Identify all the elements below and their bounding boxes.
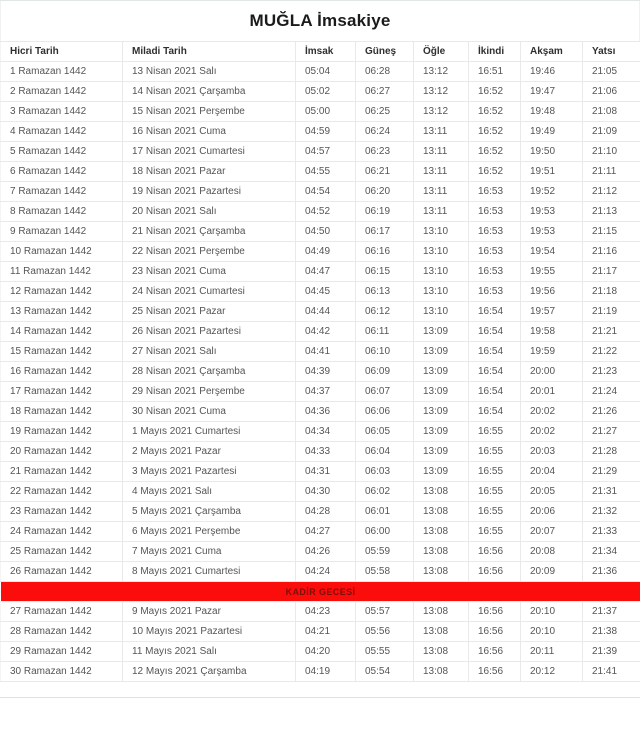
table-cell: 18 Ramazan 1442: [1, 402, 123, 422]
table-cell: 20:05: [521, 482, 583, 502]
table-cell: 3 Ramazan 1442: [1, 102, 123, 122]
column-header-5: Öğle: [414, 42, 469, 62]
table-cell: 21:27: [583, 422, 640, 442]
table-cell: 16:51: [469, 62, 521, 82]
table-cell: 21:05: [583, 62, 640, 82]
table-cell: 25 Nisan 2021 Pazar: [123, 302, 296, 322]
table-cell: 13:09: [414, 422, 469, 442]
table-cell: 04:52: [296, 202, 356, 222]
table-row: [1, 82, 640, 102]
table-row: [1, 142, 640, 162]
table-cell: 06:28: [356, 62, 414, 82]
table-cell: 21:33: [583, 522, 640, 542]
table-cell: 5 Ramazan 1442: [1, 142, 123, 162]
table-row: [1, 442, 640, 462]
table-cell: 04:23: [296, 602, 356, 622]
table-cell: 16:54: [469, 322, 521, 342]
table-cell: 21:34: [583, 542, 640, 562]
table-cell: 05:59: [356, 542, 414, 562]
table-cell: 06:25: [356, 102, 414, 122]
table-cell: 06:00: [356, 522, 414, 542]
table-cell: 10 Mayıs 2021 Pazartesi: [123, 622, 296, 642]
table-row: [1, 182, 640, 202]
table-cell: 21:19: [583, 302, 640, 322]
table-cell: 16:52: [469, 102, 521, 122]
table-cell: 06:02: [356, 482, 414, 502]
table-cell: 21:06: [583, 82, 640, 102]
table-cell: 20:00: [521, 362, 583, 382]
table-cell: 20:11: [521, 642, 583, 662]
table-cell: 04:54: [296, 182, 356, 202]
table-cell: 05:54: [356, 662, 414, 682]
table-cell: 16:54: [469, 362, 521, 382]
kadir-gecesi-banner-row: [1, 582, 640, 602]
table-cell: 30 Ramazan 1442: [1, 662, 123, 682]
table-row: [1, 522, 640, 542]
table-cell: 06:04: [356, 442, 414, 462]
table-cell: 19:53: [521, 202, 583, 222]
table-row: [1, 482, 640, 502]
table-cell: 21:32: [583, 502, 640, 522]
table-cell: 13:11: [414, 142, 469, 162]
table-cell: 13:08: [414, 562, 469, 582]
table-cell: 06:15: [356, 262, 414, 282]
kadir-gecesi-banner-label: KADİR GECESİ: [1, 582, 640, 602]
table-row: [1, 302, 640, 322]
table-cell: 06:16: [356, 242, 414, 262]
table-cell: 13:08: [414, 482, 469, 502]
table-cell: 7 Mayıs 2021 Cuma: [123, 542, 296, 562]
table-cell: 19 Ramazan 1442: [1, 422, 123, 442]
table-cell: 21:28: [583, 442, 640, 462]
table-cell: 20:06: [521, 502, 583, 522]
table-cell: 06:19: [356, 202, 414, 222]
table-cell: 16 Nisan 2021 Cuma: [123, 122, 296, 142]
table-cell: 04:39: [296, 362, 356, 382]
table-row: [1, 382, 640, 402]
table-cell: 16:52: [469, 162, 521, 182]
table-cell: 7 Ramazan 1442: [1, 182, 123, 202]
table-cell: 21:09: [583, 122, 640, 142]
table-cell: 2 Ramazan 1442: [1, 82, 123, 102]
table-row: [1, 542, 640, 562]
table-cell: 16:55: [469, 442, 521, 462]
table-cell: 13:08: [414, 502, 469, 522]
column-header-2: Miladi Tarih: [123, 42, 296, 62]
table-cell: 3 Mayıs 2021 Pazartesi: [123, 462, 296, 482]
table-row: [1, 422, 640, 442]
table-cell: 16:56: [469, 622, 521, 642]
table-cell: 21:41: [583, 662, 640, 682]
table-cell: 21:22: [583, 342, 640, 362]
table-cell: 21:08: [583, 102, 640, 122]
table-cell: 24 Ramazan 1442: [1, 522, 123, 542]
table-cell: 21:23: [583, 362, 640, 382]
table-cell: 06:21: [356, 162, 414, 182]
table-row: [1, 462, 640, 482]
table-row: [1, 562, 640, 582]
table-cell: 20:10: [521, 622, 583, 642]
column-header-3: İmsak: [296, 42, 356, 62]
table-row: [1, 642, 640, 662]
table-cell: 13:08: [414, 522, 469, 542]
table-cell: 19:51: [521, 162, 583, 182]
table-cell: 06:20: [356, 182, 414, 202]
table-row: [1, 242, 640, 262]
table-cell: 21 Ramazan 1442: [1, 462, 123, 482]
table-cell: 19:50: [521, 142, 583, 162]
table-cell: 04:19: [296, 662, 356, 682]
table-cell: 16:56: [469, 602, 521, 622]
table-cell: 8 Ramazan 1442: [1, 202, 123, 222]
table-cell: 16:53: [469, 262, 521, 282]
table-cell: 04:47: [296, 262, 356, 282]
table-cell: 16:56: [469, 542, 521, 562]
table-cell: 16:54: [469, 382, 521, 402]
table-cell: 04:24: [296, 562, 356, 582]
page-title: MUĞLA İmsakiye: [249, 11, 391, 30]
table-cell: 21:17: [583, 262, 640, 282]
table-cell: 5 Mayıs 2021 Çarşamba: [123, 502, 296, 522]
table-row: [1, 322, 640, 342]
table-cell: 21:29: [583, 462, 640, 482]
table-cell: 19:54: [521, 242, 583, 262]
table-cell: 04:21: [296, 622, 356, 642]
table-cell: 04:45: [296, 282, 356, 302]
table-cell: 06:03: [356, 462, 414, 482]
table-cell: 2 Mayıs 2021 Pazar: [123, 442, 296, 462]
table-cell: 04:28: [296, 502, 356, 522]
table-cell: 13 Nisan 2021 Salı: [123, 62, 296, 82]
table-cell: 20 Nisan 2021 Salı: [123, 202, 296, 222]
table-cell: 06:07: [356, 382, 414, 402]
table-cell: 20:10: [521, 602, 583, 622]
table-cell: 21:38: [583, 622, 640, 642]
table-cell: 26 Ramazan 1442: [1, 562, 123, 582]
prayer-times-table: [0, 41, 640, 682]
table-row: [1, 602, 640, 622]
table-cell: 13:08: [414, 542, 469, 562]
table-cell: 16 Ramazan 1442: [1, 362, 123, 382]
table-cell: 13:12: [414, 102, 469, 122]
table-cell: 16:52: [469, 122, 521, 142]
table-cell: 06:17: [356, 222, 414, 242]
table-cell: 16:54: [469, 302, 521, 322]
table-cell: 16:54: [469, 402, 521, 422]
table-cell: 12 Ramazan 1442: [1, 282, 123, 302]
table-cell: 19:59: [521, 342, 583, 362]
table-cell: 05:04: [296, 62, 356, 82]
table-cell: 25 Ramazan 1442: [1, 542, 123, 562]
table-cell: 16:54: [469, 342, 521, 362]
table-row: [1, 62, 640, 82]
table-row: [1, 162, 640, 182]
table-cell: 19:48: [521, 102, 583, 122]
table-cell: 28 Nisan 2021 Çarşamba: [123, 362, 296, 382]
table-header-row: [1, 42, 640, 62]
table-cell: 6 Mayıs 2021 Perşembe: [123, 522, 296, 542]
table-cell: 21:13: [583, 202, 640, 222]
table-cell: 06:23: [356, 142, 414, 162]
table-cell: 04:27: [296, 522, 356, 542]
table-cell: 05:02: [296, 82, 356, 102]
table-cell: 06:11: [356, 322, 414, 342]
table-row: [1, 102, 640, 122]
table-row: [1, 202, 640, 222]
table-cell: 05:55: [356, 642, 414, 662]
table-cell: 16:53: [469, 282, 521, 302]
table-cell: 13:12: [414, 62, 469, 82]
table-cell: 1 Ramazan 1442: [1, 62, 123, 82]
column-header-1: Hicri Tarih: [1, 42, 123, 62]
table-cell: 13:11: [414, 162, 469, 182]
table-cell: 26 Nisan 2021 Pazartesi: [123, 322, 296, 342]
table-cell: 20:07: [521, 522, 583, 542]
table-cell: 30 Nisan 2021 Cuma: [123, 402, 296, 422]
table-cell: 13:11: [414, 202, 469, 222]
table-cell: 9 Mayıs 2021 Pazar: [123, 602, 296, 622]
table-cell: 16:55: [469, 462, 521, 482]
table-cell: 17 Ramazan 1442: [1, 382, 123, 402]
table-cell: 06:13: [356, 282, 414, 302]
table-cell: 04:42: [296, 322, 356, 342]
table-row: [1, 262, 640, 282]
table-cell: 05:00: [296, 102, 356, 122]
table-cell: 04:49: [296, 242, 356, 262]
table-row: [1, 282, 640, 302]
table-cell: 16:53: [469, 222, 521, 242]
table-cell: 04:33: [296, 442, 356, 462]
table-cell: 06:12: [356, 302, 414, 322]
table-row: [1, 342, 640, 362]
table-cell: 13:09: [414, 342, 469, 362]
table-cell: 13:10: [414, 262, 469, 282]
table-row: [1, 502, 640, 522]
table-cell: 13:10: [414, 282, 469, 302]
table-cell: 04:20: [296, 642, 356, 662]
table-cell: 13:09: [414, 462, 469, 482]
table-cell: 28 Ramazan 1442: [1, 622, 123, 642]
table-cell: 4 Mayıs 2021 Salı: [123, 482, 296, 502]
column-header-7: Akşam: [521, 42, 583, 62]
table-cell: 21:15: [583, 222, 640, 242]
table-cell: 04:57: [296, 142, 356, 162]
table-cell: 17 Nisan 2021 Cumartesi: [123, 142, 296, 162]
table-cell: 19 Nisan 2021 Pazartesi: [123, 182, 296, 202]
table-cell: 20:03: [521, 442, 583, 462]
table-cell: 06:05: [356, 422, 414, 442]
table-cell: 21:39: [583, 642, 640, 662]
table-cell: 29 Nisan 2021 Perşembe: [123, 382, 296, 402]
table-cell: 23 Nisan 2021 Cuma: [123, 262, 296, 282]
table-cell: 20 Ramazan 1442: [1, 442, 123, 462]
table-cell: 19:55: [521, 262, 583, 282]
table-cell: 20:02: [521, 422, 583, 442]
table-cell: 13:09: [414, 382, 469, 402]
table-cell: 13:08: [414, 602, 469, 622]
table-row: [1, 662, 640, 682]
table-cell: 18 Nisan 2021 Pazar: [123, 162, 296, 182]
table-cell: 16:53: [469, 202, 521, 222]
table-cell: 21:16: [583, 242, 640, 262]
table-cell: 13:09: [414, 322, 469, 342]
table-cell: 16:55: [469, 522, 521, 542]
table-cell: 1 Mayıs 2021 Cumartesi: [123, 422, 296, 442]
table-cell: 05:56: [356, 622, 414, 642]
table-cell: 19:58: [521, 322, 583, 342]
table-cell: 04:37: [296, 382, 356, 402]
table-cell: 22 Ramazan 1442: [1, 482, 123, 502]
table-cell: 06:01: [356, 502, 414, 522]
table-cell: 04:34: [296, 422, 356, 442]
table-cell: 12 Mayıs 2021 Çarşamba: [123, 662, 296, 682]
table-cell: 20:02: [521, 402, 583, 422]
table-cell: 11 Ramazan 1442: [1, 262, 123, 282]
table-cell: 24 Nisan 2021 Cumartesi: [123, 282, 296, 302]
table-cell: 20:12: [521, 662, 583, 682]
table-cell: 13:10: [414, 302, 469, 322]
table-cell: 04:31: [296, 462, 356, 482]
table-cell: 23 Ramazan 1442: [1, 502, 123, 522]
table-cell: 19:47: [521, 82, 583, 102]
table-cell: 11 Mayıs 2021 Salı: [123, 642, 296, 662]
table-cell: 21:10: [583, 142, 640, 162]
table-cell: 8 Mayıs 2021 Cumartesi: [123, 562, 296, 582]
table-cell: 05:57: [356, 602, 414, 622]
table-cell: 13:08: [414, 662, 469, 682]
table-cell: 13:12: [414, 82, 469, 102]
table-cell: 16:56: [469, 642, 521, 662]
table-cell: 06:27: [356, 82, 414, 102]
table-cell: 04:26: [296, 542, 356, 562]
table-cell: 6 Ramazan 1442: [1, 162, 123, 182]
table-cell: 04:50: [296, 222, 356, 242]
table-cell: 04:41: [296, 342, 356, 362]
table-cell: 13:09: [414, 442, 469, 462]
table-cell: 27 Ramazan 1442: [1, 602, 123, 622]
table-cell: 21:36: [583, 562, 640, 582]
column-header-4: Güneş: [356, 42, 414, 62]
table-cell: 13:08: [414, 642, 469, 662]
table-cell: 13:08: [414, 622, 469, 642]
table-cell: 20:04: [521, 462, 583, 482]
table-cell: 21:11: [583, 162, 640, 182]
table-cell: 13:11: [414, 122, 469, 142]
table-cell: 21 Nisan 2021 Çarşamba: [123, 222, 296, 242]
table-cell: 06:06: [356, 402, 414, 422]
table-cell: 13:11: [414, 182, 469, 202]
table-row: [1, 222, 640, 242]
table-cell: 21:31: [583, 482, 640, 502]
table-cell: 27 Nisan 2021 Salı: [123, 342, 296, 362]
table-cell: 19:53: [521, 222, 583, 242]
table-cell: 20:08: [521, 542, 583, 562]
table-row: [1, 402, 640, 422]
table-cell: 9 Ramazan 1442: [1, 222, 123, 242]
table-cell: 21:21: [583, 322, 640, 342]
table-cell: 16:55: [469, 422, 521, 442]
table-cell: 20:09: [521, 562, 583, 582]
table-cell: 04:55: [296, 162, 356, 182]
table-cell: 13:09: [414, 402, 469, 422]
table-cell: 15 Nisan 2021 Perşembe: [123, 102, 296, 122]
table-cell: 14 Nisan 2021 Çarşamba: [123, 82, 296, 102]
table-cell: 20:01: [521, 382, 583, 402]
table-cell: 16:55: [469, 482, 521, 502]
table-cell: 05:58: [356, 562, 414, 582]
table-cell: 16:56: [469, 562, 521, 582]
table-cell: 13:10: [414, 222, 469, 242]
table-cell: 19:49: [521, 122, 583, 142]
table-cell: 13 Ramazan 1442: [1, 302, 123, 322]
table-cell: 04:30: [296, 482, 356, 502]
table-cell: 16:53: [469, 182, 521, 202]
table-cell: 06:10: [356, 342, 414, 362]
table-cell: 04:36: [296, 402, 356, 422]
page-title-bar: [0, 1, 640, 41]
table-cell: 19:56: [521, 282, 583, 302]
table-cell: 14 Ramazan 1442: [1, 322, 123, 342]
table-cell: 19:52: [521, 182, 583, 202]
table-cell: 16:52: [469, 82, 521, 102]
table-cell: 21:12: [583, 182, 640, 202]
table-cell: 10 Ramazan 1442: [1, 242, 123, 262]
table-cell: 06:24: [356, 122, 414, 142]
table-cell: 19:57: [521, 302, 583, 322]
table-cell: 16:53: [469, 242, 521, 262]
table-cell: 21:18: [583, 282, 640, 302]
table-cell: 13:09: [414, 362, 469, 382]
table-cell: 19:46: [521, 62, 583, 82]
table-cell: 06:09: [356, 362, 414, 382]
table-cell: 16:56: [469, 662, 521, 682]
table-cell: 13:10: [414, 242, 469, 262]
table-cell: 16:52: [469, 142, 521, 162]
table-row: [1, 622, 640, 642]
bottom-divider: [0, 697, 640, 698]
table-cell: 22 Nisan 2021 Perşembe: [123, 242, 296, 262]
table-cell: 04:44: [296, 302, 356, 322]
table-cell: 04:59: [296, 122, 356, 142]
table-cell: 15 Ramazan 1442: [1, 342, 123, 362]
table-cell: 16:55: [469, 502, 521, 522]
table-row: [1, 362, 640, 382]
column-header-8: Yatsı: [583, 42, 640, 62]
table-cell: 21:26: [583, 402, 640, 422]
table-cell: 29 Ramazan 1442: [1, 642, 123, 662]
table-cell: 4 Ramazan 1442: [1, 122, 123, 142]
table-row: [1, 122, 640, 142]
column-header-6: İkindi: [469, 42, 521, 62]
table-cell: 21:24: [583, 382, 640, 402]
table-cell: 21:37: [583, 602, 640, 622]
